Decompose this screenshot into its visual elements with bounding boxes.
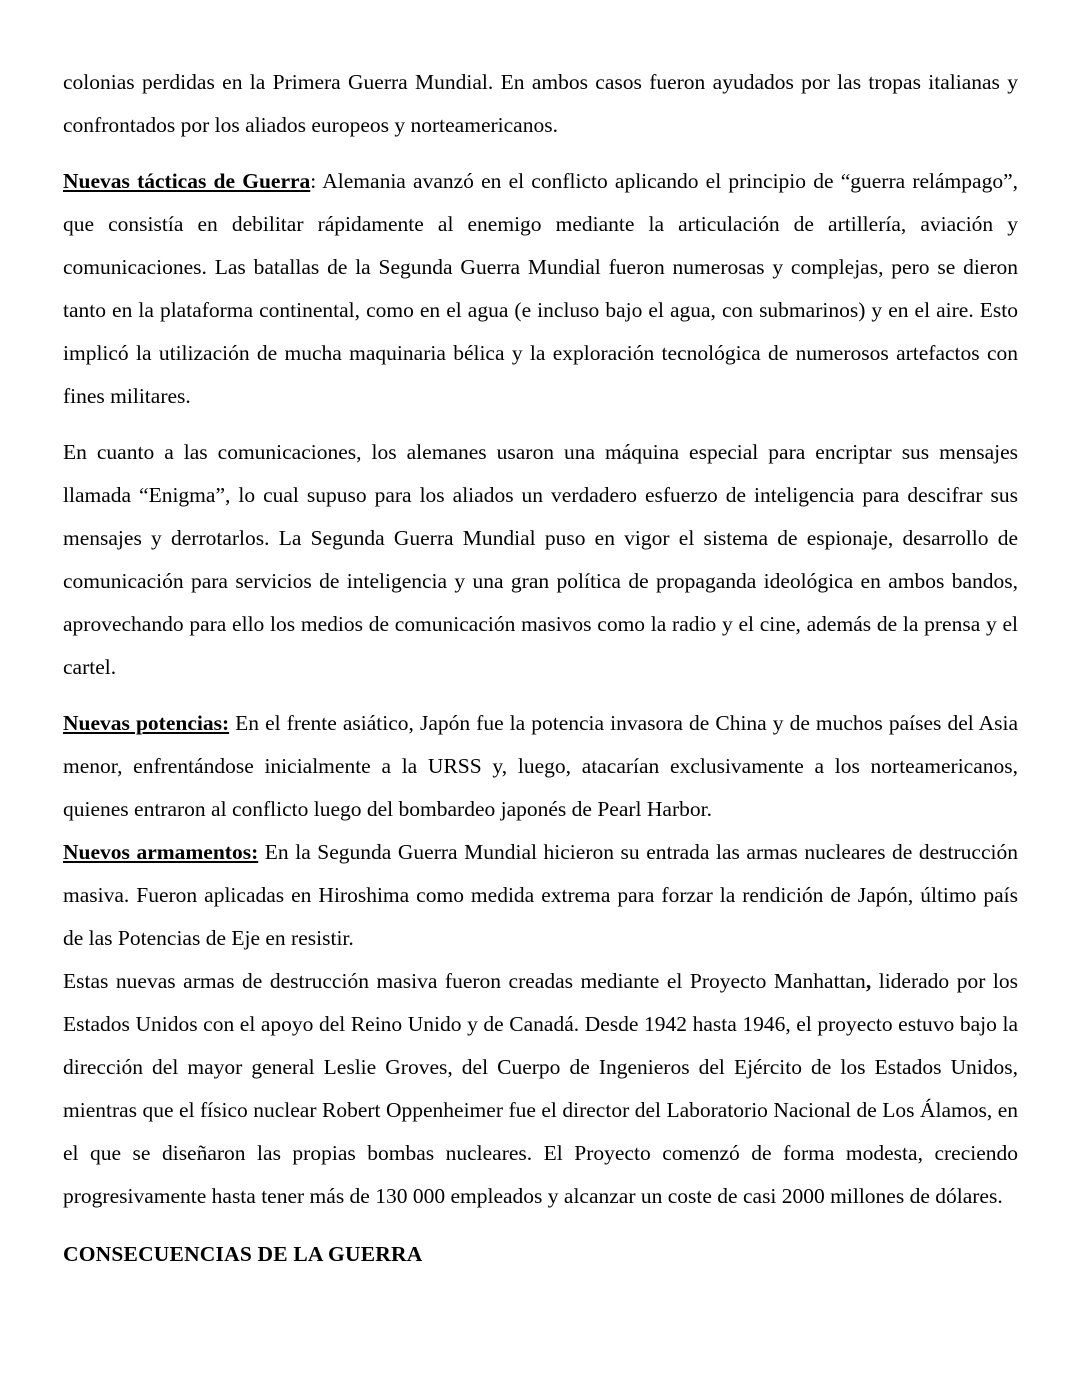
run-text: En cuanto a las comunicaciones, los alemanes usaron una máquina especial para encriptar sus mensajes llamada “Enigma”, lo cual supuso para los aliados un verdadero esfuerzo de inteligencia para descifrar sus mensajes y derrotarlos. La Segunda Guerra Mundial puso en vigor el sistema de espionaje, desarrollo de comunicación para servicios de inteligencia y una gran política de propaganda ideológica en ambos bandos, aprovechando para ello los medios de comunicación masivos como la radio y el cine, además de la prensa y el cartel.	[63, 440, 1018, 679]
paragraph-comunicaciones	[63, 431, 1018, 689]
section-heading-consecuencias: CONSECUENCIAS DE LA GUERRA	[63, 1242, 423, 1266]
document-body	[63, 61, 1018, 1276]
paragraph-nuevos-armamentos	[63, 831, 1018, 960]
run-text: liderado por los Estados Unidos con el apoyo del Reino Unido y de Canadá. Desde 1942 hasta 1946, el proyecto estuvo bajo la dirección del mayor general Leslie Groves, del Cuerpo de Ingenieros del Ejército de los Estados Unidos, mientras que el físico nuclear Robert Oppenheimer fue el director del Laboratorio Nacional de Los Álamos, en el que se diseñaron las propias bombas nucleares. El Proyecto comenzó de forma modesta, creciendo progresivamente hasta tener más de 130 000 empleados y alcanzar un coste de casi 2000 millones de dólares.	[63, 969, 1018, 1208]
run-heading-nuevos-armamentos: Nuevos armamentos:	[63, 840, 259, 864]
paragraph-proyecto-manhattan	[63, 960, 1018, 1218]
run-bold-comma: ,	[865, 969, 872, 993]
run-heading-nuevas-potencias: Nuevas potencias:	[63, 711, 230, 735]
run-heading-nuevas-tacticas: Nuevas tácticas de Guerra	[63, 169, 311, 193]
paragraph-nuevas-potencias	[63, 702, 1018, 831]
run-text: colonias perdidas en la Primera Guerra Mundial. En ambos casos fueron ayudados por las tropas italianas y confrontados por los aliados europeos y norteamericanos.	[63, 70, 1018, 137]
run-text: : Alemania avanzó en el conflicto aplicando el principio de “guerra relámpago”, que consistía en debilitar rápidamente al enemigo mediante la articulación de artillería, aviación y comunicaciones. Las batallas de la Segunda Guerra Mundial fueron numerosas y complejas, pero se dieron tanto en la plataforma continental, como en el agua (e incluso bajo el agua, con submarinos) y en el aire. Esto implicó la utilización de mucha maquinaria bélica y la exploración tecnológica de numerosos artefactos con fines militares.	[63, 169, 1018, 408]
paragraph-nuevas-tacticas	[63, 160, 1018, 418]
run-text: En el frente asiático, Japón fue la potencia invasora de China y de muchos países del Asia menor, enfrentándose inicialmente a la URSS y, luego, atacarían exclusivamente a los norteamericanos, quienes entraron al conflicto luego del bombardeo japonés de Pearl Harbor.	[63, 711, 1018, 821]
run-text: Estas nuevas armas de destrucción masiva fueron creadas mediante el Proyecto Manhattan	[63, 969, 866, 993]
paragraph-intro-continuation	[63, 61, 1018, 147]
run-text: En la Segunda Guerra Mundial hicieron su entrada las armas nucleares de destrucción masiva. Fueron aplicadas en Hiroshima como medida extrema para forzar la rendición de Japón, último país de las Potencias de Eje en resistir.	[63, 840, 1018, 950]
